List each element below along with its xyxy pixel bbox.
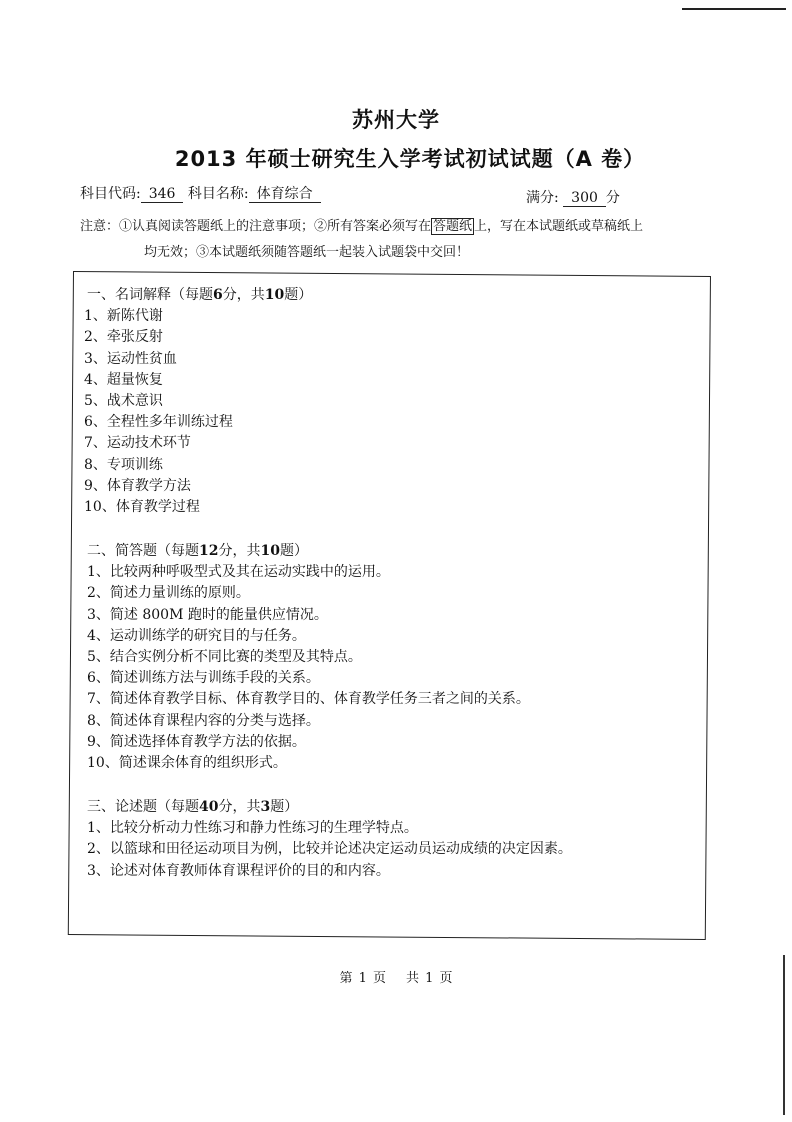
full-score-value: 300 [563, 190, 606, 207]
scan-artifact-line [682, 8, 786, 10]
question-item: 3、简述 800M 跑时的能量供应情况。 [87, 606, 328, 623]
question-item: 1、新陈代谢 [84, 308, 163, 325]
question-item: 8、简述体育课程内容的分类与选择。 [87, 712, 320, 729]
question-item: 9、体育教学方法 [84, 477, 191, 494]
section-short-answer [87, 541, 530, 774]
question-item: 1、比较两种呼吸型式及其在运动实践中的运用。 [87, 564, 390, 581]
question-item: 5、战术意识 [84, 393, 163, 410]
question-item: 2、以篮球和田径运动项目为例，比较并论述决定运动员运动成绩的决定因素。 [87, 841, 572, 858]
section-terms [84, 285, 313, 518]
question-item: 6、简述训练方法与训练手段的关系。 [87, 670, 320, 687]
question-item: 9、简述选择体育教学方法的依据。 [87, 733, 306, 750]
question-item: 2、简述力量训练的原则。 [87, 585, 250, 602]
question-item: 2、牵张反射 [84, 329, 163, 346]
question-item: 6、全程性多年训练过程 [84, 414, 233, 431]
full-score [526, 187, 620, 207]
question-item: 1、比较分析动力性练习和静力性练习的生理学特点。 [87, 820, 418, 837]
page-number: 第 1 页 [339, 971, 386, 986]
section-heading: 一、名词解释（每题6分，共10题） [87, 287, 313, 303]
notice-text-2: 上，写在本试题纸或草稿纸上 [474, 219, 644, 234]
subject-name-value: 体育综合 [249, 186, 321, 203]
question-item: 7、运动技术环节 [84, 435, 191, 452]
page-footer [0, 967, 792, 986]
full-score-unit: 分 [605, 190, 620, 206]
question-item: 7、简述体育教学目标、体育教学目的、体育教学任务三者之间的关系。 [87, 691, 530, 708]
notice-text-1: ①认真阅读答题纸上的注意事项；②所有答案必须写在 [119, 219, 432, 234]
section-essay [87, 797, 572, 882]
question-item: 10、体育教学过程 [84, 499, 200, 516]
notice-label: 注意： [80, 219, 120, 234]
exam-title: 2013 年硕士研究生入学考试初试试题（A 卷） [174, 147, 646, 171]
question-item: 5、结合实例分析不同比赛的类型及其特点。 [87, 649, 362, 666]
full-score-label: 满分: [526, 190, 559, 206]
exam-notice [80, 214, 730, 266]
question-item: 4、运动训练学的研究目的与任务。 [87, 627, 306, 644]
page-total: 共 1 页 [406, 971, 453, 986]
subject-code [80, 183, 321, 203]
question-item: 10、简述课余体育的组织形式。 [87, 755, 287, 772]
subject-name-label: 科目名称: [187, 186, 249, 202]
section-heading: 三、论述题（每题40分，共3题） [87, 799, 299, 815]
university-name: 苏州大学 [352, 108, 440, 132]
question-item: 4、超量恢复 [84, 371, 163, 388]
notice-text-3: 均无效；③本试题纸须随答题纸一起装入试题袋中交回！ [144, 245, 470, 260]
section-heading: 二、简答题（每题12分，共10题） [87, 543, 308, 559]
question-item: 3、运动性贫血 [84, 350, 177, 367]
subject-code-value: 346 [141, 186, 184, 203]
question-item: 8、专项训练 [84, 456, 163, 473]
question-item: 3、论述对体育教师体育课程评价的目的和内容。 [87, 862, 390, 879]
notice-boxed-answer-sheet: 答题纸 [433, 219, 473, 234]
subject-code-label: 科目代码: [80, 186, 141, 202]
